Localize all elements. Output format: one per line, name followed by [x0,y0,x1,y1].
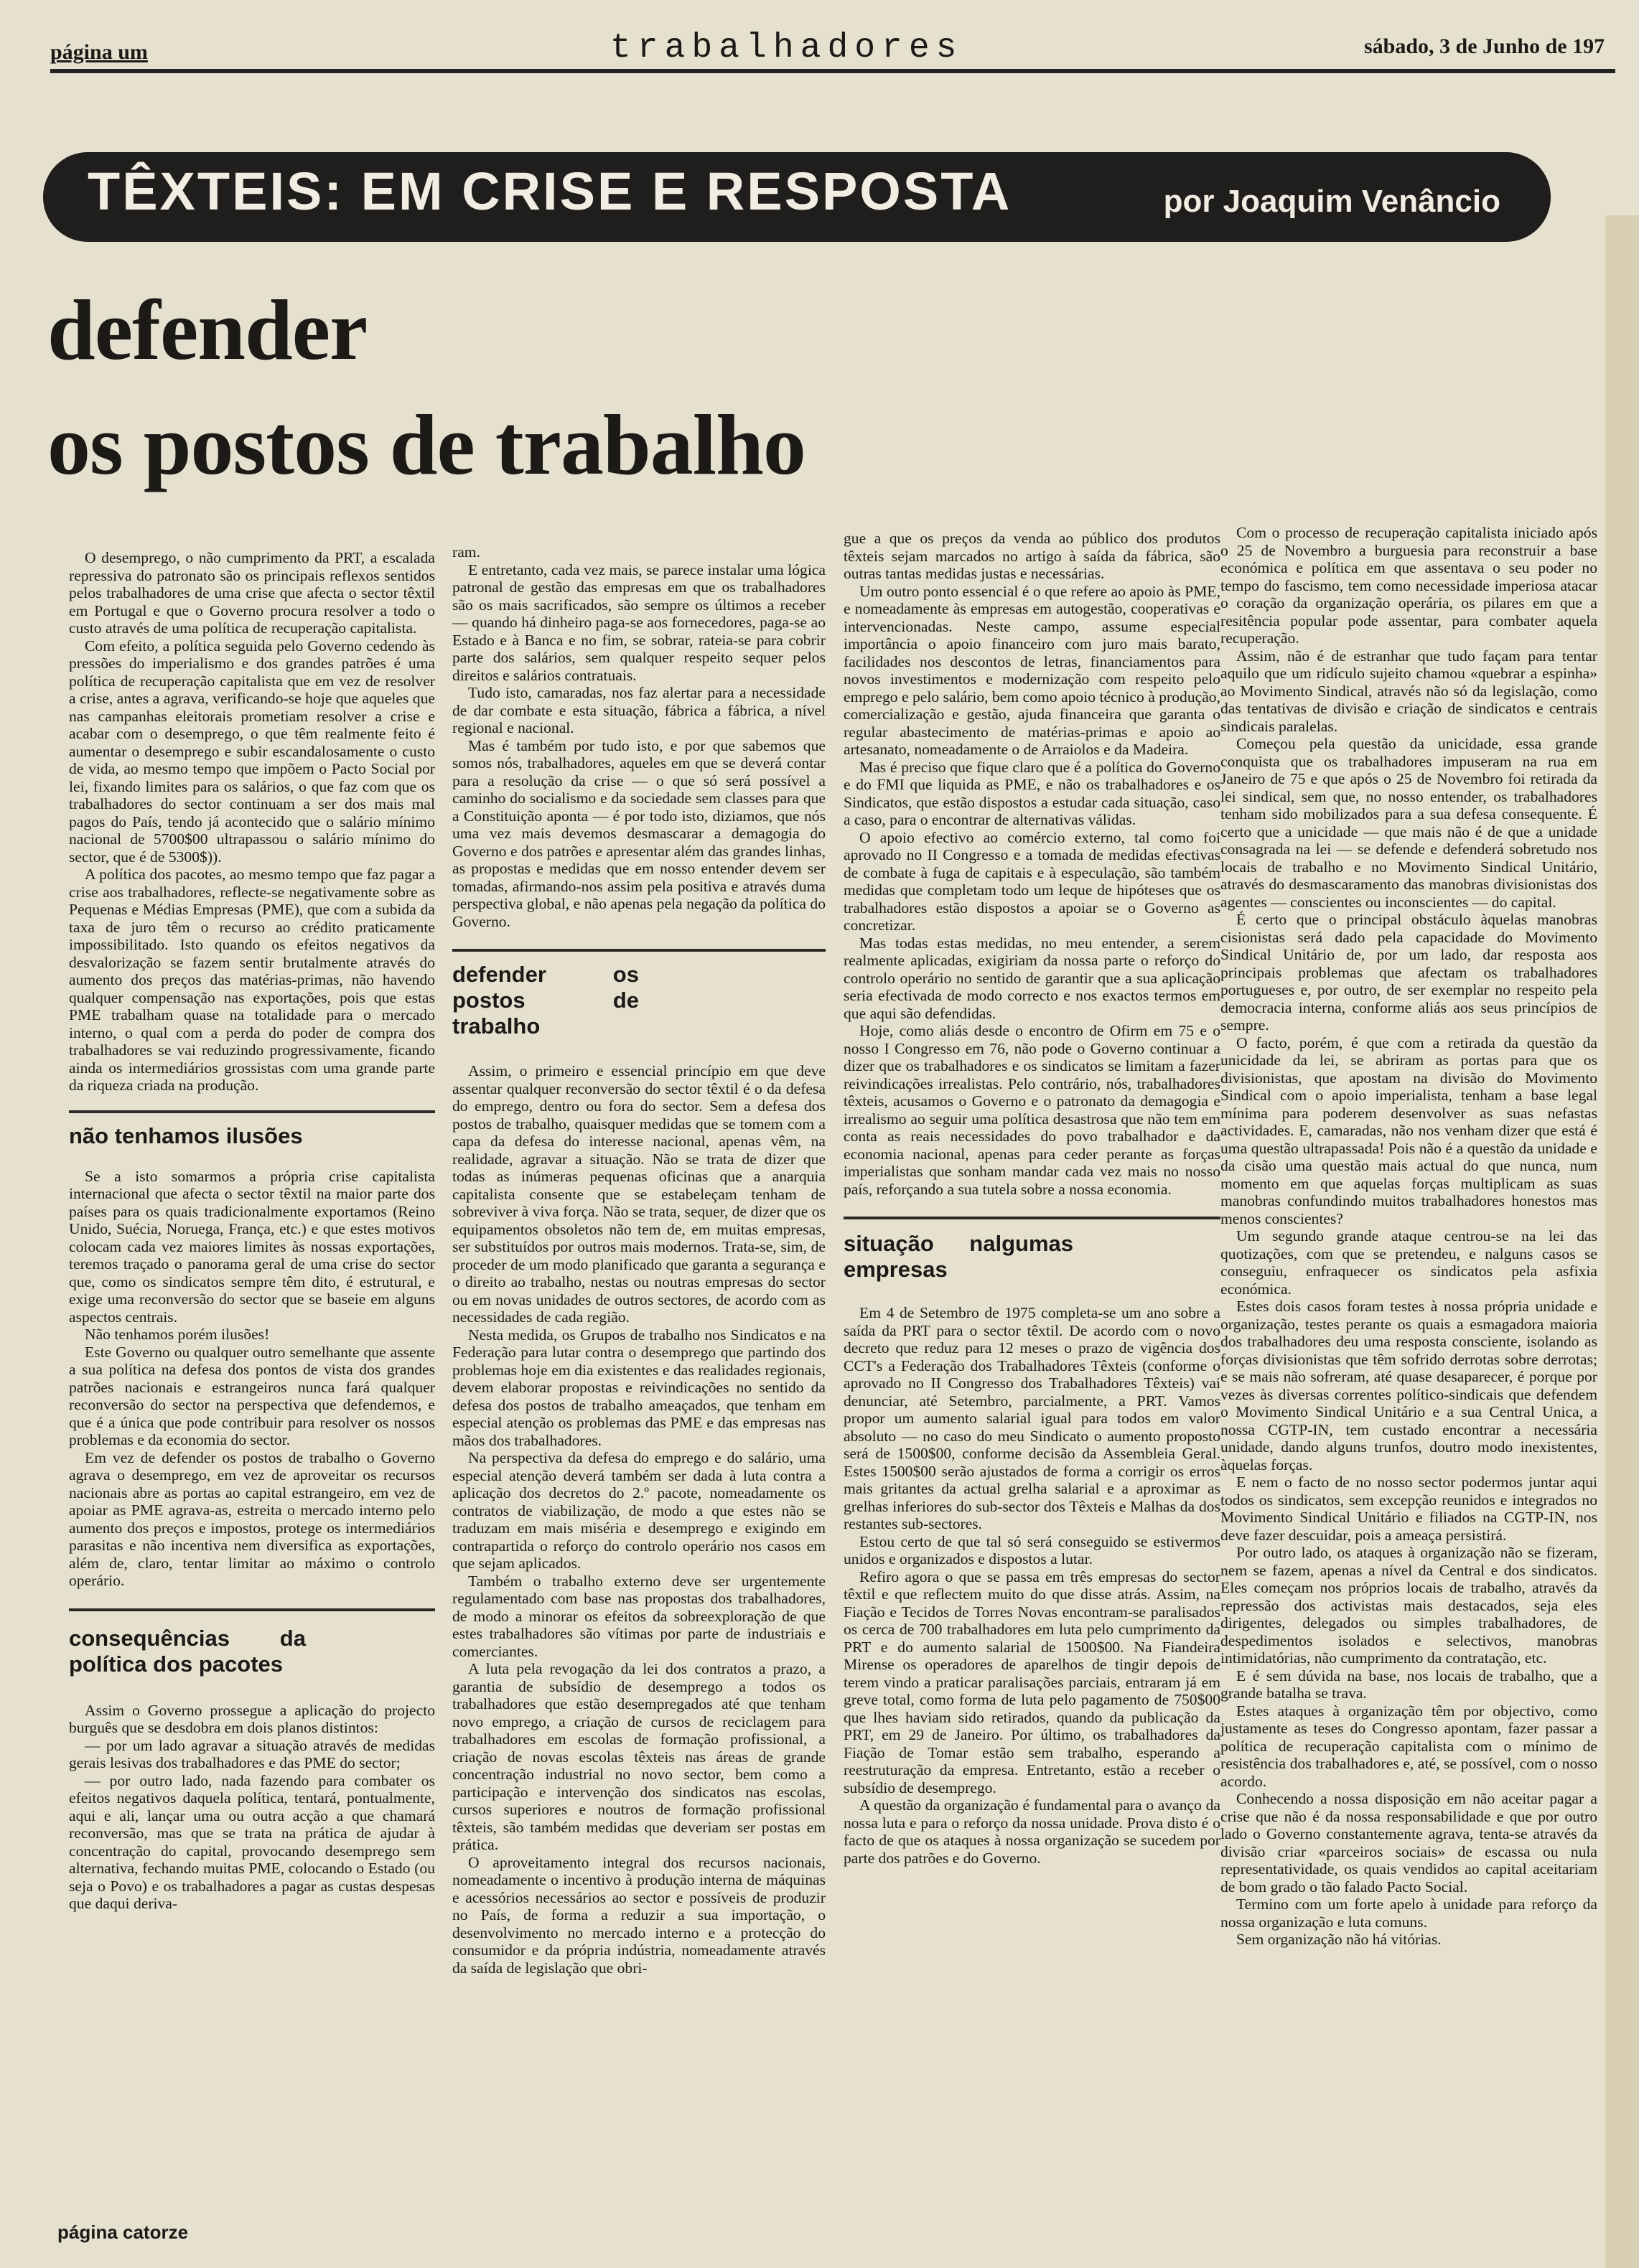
article-column-1 [69,549,435,1913]
paragraph: Com efeito, a política seguida pelo Governo cedendo às pressões do imperialismo e dos grandes patrões é uma política de recuperação capitalista que em vez de resolver a crise, antes a agrava, verificando-se hoje que aqueles que nas campanhas eleitorais prometiam resolver a crise e acabar com o desemprego, o que têm realmente feito é aumentar o desemprego e subir escandalosamente o custo de vida, ao mesmo tempo que impõem o Pacto Social por lei, fixando limites para os salários, o que faz com que os trabalhadores do sector continuam a ser dos mais mal pagos do País, tendo já acontecido que o salário mínimo nacional de 5700$00 ultrapassou o salário mínimo do sector, que é de 5300$)). [69,637,435,866]
paragraph: Tudo isto, camaradas, nos faz alertar para a necessidade de dar combate e esta situação, fábrica a fábrica, a nível regional e nacional. [452,684,826,736]
paragraph: A política dos pacotes, ao mesmo tempo que faz pagar a crise aos trabalhadores, reflecte-se negativamente sobre as Pequenas e Médias Empresas (PME), que com a subida da taxa de juro têm o recurso ao crédito praticamente impossibilitado. Isto quando os efeitos negativos da desvalorização se fazem sentir brutalmente através do aumento dos preços das matérias-primas, não havendo qualquer compensação nas exportações, pois que estas PME trabalham quase na totalidade para o mercado interno, o qual com a perda do poder de compra dos trabalhadores se vai reduzindo progressivamente, ficando ainda os intermediários grossistas com uma grande parte da riqueza criada na produção. [69,866,435,1094]
paragraph: ram. [452,543,480,561]
paragraph: A questão da organização é fundamental para o avanço da nossa luta e para o reforço da nossa unidade. Prova disto é o facto de que os ataques à nossa organização se sucedem por parte dos patrões e do Governo. [844,1796,1220,1867]
article-headline [47,273,806,502]
paragraph: Este Governo ou qualquer outro semelhante que assente a sua política na defesa dos pontos de vista dos grandes patrões nacionais e estrangeiros nunca fará qualquer reconversão do sector na perspectiva que defendemos, e que é a única que pode contribuir para resolver os nossos problemas e da economia do sector. [69,1343,435,1448]
headline-line-1: defender [47,282,368,378]
section-rule [452,949,826,952]
newspaper-title: trabalhadores [610,29,963,67]
paragraph: O apoio efectivo ao comércio externo, tal como foi aprovado no II Congresso e a tomada de medidas efectivas de combate à fuga de capitais e à especulação, são também medidas que completam todo um leque de hipóteses que os trabalhadores estão dispostos a apoiar se o Governo as concretizar. [844,828,1220,934]
paragraph: Também o trabalho externo deve ser urgentemente regulamentado com base nas propostas dos trabalhadores, de modo a minorar os efeitos da sobreexploração de que estes trabalhadores são vítimas por parte de industriais e comerciantes. [452,1572,826,1660]
article-column-3 [844,530,1220,1867]
paragraph: Termino com um forte apelo à unidade para reforço da nossa organização e luta comuns. [1220,1896,1597,1931]
paragraph: O desemprego, o não cumprimento da PRT, a escalada repressiva do patronato são os principais reflexos sentidos pelos trabalhadores de uma crise que afecta o sector têxtil em Portugal e que o Governo procura resolver a todo o custo através de uma política de recuperação capitalista. [69,549,435,637]
paragraph: Assim, o primeiro e essencial princípio em que deve assentar qualquer reconversão do sector têxtil é o da defesa do emprego, dentro ou fora do sector. Sem a defesa dos postos de trabalho, quaisquer medidas que se tomem com a capa da defesa do interesse nacional, apenas vêm, na realidade, agravar a situação. Não se trata de dizer que todas as inúmeras pequenas oficinas que a anarquia capitalista consente que se estabeleçam tenham de sobreviver à viva força. Não se trata, sequer, de dizer que os equipamentos obsoletos não tem de, em muitas empresas, ser substituídos por outros mais modernos. Trata-se, sim, de proceder de um modo planificado que garanta a segurança e o direito ao trabalho, nestas ou noutras empresas do sector ou em novas unidades de outros sectores, de acordo com as necessidades de cada região. [452,1062,826,1326]
paragraph: Nesta medida, os Grupos de trabalho nos Sindicatos e na Federação para lutar contra o desemprego que partindo dos problemas hoje em dia existentes e das realidades regionais, devem elaborar propostas e reivindicações no sentido da defesa dos postos de trabalho ameaçados, que tenham em especial atenção os problemas das PME e das empresas nas mãos dos trabalhadores. [452,1326,826,1449]
paragraph: Um outro ponto essencial é o que refere ao apoio às PME, e nomeadamente às empresas em autogestão, cooperativas e intervencionadas. Neste campo, assume especial importância o apoio financeiro com juro mais barato, facilidades nos descontos de letras, financiamentos para novos investimentos e modernização com respeito pelo emprego e pelo salário, bem como apoio técnico à produção, comercialização e gestão, ajuda financeira que garanta o regular abastecimento de matérias-primas e apoio ao artesanato, nomeadamente o de Arraiolos e da Madeira. [844,582,1220,758]
banner-title: TÊXTEIS: EM CRISE E RESPOSTA [88,161,1012,221]
article-column-2 [452,543,826,1977]
section-rule [69,1608,435,1611]
paragraph: Com o processo de recuperação capitalista iniciado após o 25 de Novembro a burguesia para reconstruir a base económica e política em que assentava o seu poder no tempo do fascismo, tem como necessidade imperiosa atacar o coração da organização operária, os pilares em que a resitência popular pode assentar, para combater aquela recuperação. [1220,524,1597,647]
headline-line-2: os postos de trabalho [47,397,806,492]
section-heading: defender os postos de trabalho [452,962,639,1039]
footer-page-label: página catorze [57,2221,189,2243]
paragraph: Mas todas estas medidas, no meu entender, a serem realmente aplicadas, exigiriam da nossa parte o reforço do controlo operário no sentido de garantir que a sua aplicação seria efectivada de modo correcto e nos exactos termos em que aqui são defendidas. [844,934,1220,1022]
paragraph: E nem o facto de no nosso sector podermos juntar aqui todos os sindicatos, sem excepção reunidos e integrados no Movimento Sindical Unitário e filiados na CGTP-IN, nos deve fazer descuidar, pois a ameaça persistirá. [1220,1473,1597,1544]
paragraph: Sem organização não há vitórias. [1236,1931,1442,1948]
paragraph: Não tenhamos porém ilusões! [85,1326,270,1343]
section-rule [69,1110,435,1113]
section-banner [43,152,1551,242]
paragraph: Um segundo grande ataque centrou-se na lei das quotizações, com que se pretendeu, e nalguns casos se conseguiu, enfraquecer os sindicatos pela asfixia económica. [1220,1227,1597,1298]
paragraph: Se a isto somarmos a própria crise capitalista internacional que afecta o sector têxtil na maior parte dos países para os quais tradicionalmente exportamos (Reino Unido, Suécia, Noruega, França, etc.) e que estes motivos colocam cada vez maiores limites às nossas exportações, teremos traçado o panorama geral de uma crise do sector que, como os sindicatos sempre têm dito, é estrutural, e exige uma reconversão do sector que se baseie em alguns aspectos centrais. [69,1167,435,1326]
issue-date: sábado, 3 de Junho de 197 [1364,34,1605,58]
section-heading: não tenhamos ilusões [69,1123,303,1148]
paragraph: Em 4 de Setembro de 1975 completa-se um ano sobre a saída da PRT para o sector têxtil. De acordo com o novo decreto que reduz para 12 meses o prazo de vigência dos CCT's a Federação dos Trabalhadores Têxteis (conforme o aprovado no II Congresso dos Trabalhadores Têxteis) vai denunciar, até Setembro, parcialmente, a PRT. Vamos propor um aumento salarial igual para todos em valor absoluto — no caso do meu Sindicato o aumento proposto será de 1500$00, conforme decisão da Assembleia Geral. Estes 1500$00 serão ajustados de forma a corrigir os erros mais gritantes da actual grelha salarial e a aproximar as grelhas inferiores do sub-sector dos Têxteis e Malhas da dos restantes sub-sectores. [844,1304,1220,1532]
paragraph: O facto, porém, é que com a retirada da questão da unicidade da lei, se abriram as portas para que os divisionistas, que apostam na divisão do Movimento Sindical com o apoio imperialista, tenham a base legal mínima para poderem desenvolver as suas nefastas actividades. E, camaradas, não nos venham dizer que está é uma questão ultrapassada! Pois não é a questão da unidade e da cisão uma questão mais actual do que nunca, num momento em que aquelas forças multiplicam as suas manobras confundindo muitos trabalhadores honestos mas menos conscientes? [1220,1034,1597,1227]
paragraph: Estou certo de que tal só será conseguido se estivermos unidos e organizados e dispostos a lutar. [844,1532,1220,1568]
paragraph: Em vez de defender os postos de trabalho o Governo agrava o desemprego, em vez de aproveitar os recursos nacionais abre as portas ao capital estrangeiro, em vez de apoiar as PME agrava-as, estreita o mercado interno pelo aumento dos preços e impostos, protege os intermediários parasitas e não incentiva nem diversifica as exportações, além de, claro, tentar limitar ao máximo o controlo operário. [69,1448,435,1589]
paragraph: Estes ataques à organização têm por objectivo, como justamente as teses do Congresso apontam, fazer passar a política de recuperação capitalista com o mínimo de resistência dos trabalhadores e, até, se possível, com o nosso acordo. [1220,1702,1597,1790]
paragraph: É certo que o principal obstáculo àquelas manobras cisionistas será dado pela capacidade do Movimento Sindical Unitário de, por um lado, dar resposta aos principais problemas que afectam os trabalhadores portugueses e, por outro, de ser exemplar no respeito pela democracia interna, conforme aliás aos seus princípios de sempre. [1220,911,1597,1034]
page-edge [1605,215,1639,2268]
paragraph: Mas é também por tudo isto, e por que sabemos que somos nós, trabalhadores, aqueles em que se deverá contar para a resolução da crise — o que só será possível a caminho do socialismo e da sociedade sem classes para que a Constituição aponta — é por todo isto, diziamos, que nós uma vez mais devemos desmascarar a demagogia do Governo e dos patrões e apresentar além das grandes linhas, as propostas e medidas que em nosso entender devem ser tomadas, afirmando-nos assim pela positiva e através duma perspectiva global, e não apenas pela negação da política do Governo. [452,736,826,930]
paragraph: Mas é preciso que fique claro que é a política do Governo e do FMI que liquida as PME, e não os trabalhadores e os Sindicatos, que estão dispostos a estudar cada situação, caso a caso, para o encontrar de alternativas válidas. [844,758,1220,828]
paragraph: E é sem dúvida na base, nos locais de trabalho, que a grande batalha se trava. [1220,1667,1597,1702]
paragraph: O aproveitamento integral dos recursos nacionais, nomeadamente o incentivo à produção interna de máquinas e acessórios necessários ao sector e possíveis de produzir no País, de forma a reduzir a sua importação, o desenvolvimento no mercado interno e a protecção do consumidor e da própria indústria, nomeadamente através da saída de legislação que obri- [452,1853,826,1977]
article-column-4 [1220,524,1597,1949]
paragraph: Conhecendo a nossa disposição em não aceitar pagar a crise que não é da nossa responsabilidade e que por outro lado o Governo constantemente agrava, tenta-se através da divisão criar «parceiros sociais» de escassa ou nula representatividade, os quais vendidos ao capital aceitariam de bom grado o tão falado Pacto Social. [1220,1790,1597,1896]
paragraph: — por um lado agravar a situação através de medidas gerais lesivas dos trabalhadores e das PME do sector; [69,1736,435,1771]
byline: por Joaquim Venâncio [1163,184,1500,219]
section-heading: consequências da política dos pacotes [69,1625,306,1677]
paragraph: — por outro lado, nada fazendo para combater os efeitos negativos daquela política, tentará, pontualmente, aqui e ali, lançar uma ou outra acção a que chamará reconversão, mas que se trata na prática de ajudar à concentração do capital, provocando desemprego sem alternativa, fechando muitas PME, colocando o Estado (ou seja o Povo) e os trabalhadores a pagar as custas despesas que daqui deriva- [69,1771,435,1912]
paragraph: Na perspectiva da defesa do emprego e do salário, uma especial atenção deverá também ser dada à luta contra a aplicação dos decretos do 2.º pacote, nomeadamente os contratos de viabilização, de modo a que estes não se traduzam em mais miséria e desemprego e exigindo em contrapartida o reforço do controlo operário nos casos em que sejam aplicados. [452,1449,826,1572]
paragraph: Hoje, como aliás desde o encontro de Ofirm em 75 e o nosso I Congresso em 76, não pode o Governo continuar a dizer que os trabalhadores e os sindicatos se limitam a fazer reivindicações irrealistas. Pelo contrário, nós, trabalhadores têxteis, acusamos o Governo e o patronato da demagogia e irrealismo ao seguir uma política desastrosa que não tem em conta as reais necessidades do povo trabalhador e da economia nacional, apenas para ceder perante as forças imperialistas que sonham mandar cada vez mais no nosso país, reforçando a sua tutela sobre a nossa economia. [844,1022,1220,1198]
page-number-label: página um [50,40,148,64]
section-heading: situação nalgumas empresas [844,1231,1073,1282]
paragraph: A luta pela revogação da lei dos contratos a prazo, a garantia de subsídio de desemprego a todos os trabalhadores que estão desempregados até que tenham novo emprego, a criação de cursos de reciclagem para trabalhadores em escolas de formação profissional, a criação de novas escolas têxteis nas áreas de grande concentração industrial no novo sector, bem como a participação e intervenção dos sindicatos nas escolas, cursos superiores e noutros de formação profissional têxteis, são também medidas que deveriam ser postas em prática. [452,1660,826,1853]
section-rule [844,1217,1220,1219]
paragraph: Por outro lado, os ataques à organização não se fizeram, nem se fazem, apenas a nível da Central e dos sindicatos. Eles começam nos próprios locais de trabalho, através da repressão dos activistas mais destacados, seja eles dirigentes, delegados ou simples trabalhadores, de despedimentos isolados e selectivos, manobras intimidatórias, não cumprimento da contratação, etc. [1220,1544,1597,1667]
masthead-rule [50,69,1615,73]
paragraph: Assim, não é de estranhar que tudo façam para tentar aquilo que um ridículo sujeito chamou «quebrar a espinha» ao Movimento Sindical, através não só da legislação, como das tentativas de divisão e criação de sindicatos e centrais sindicais paralelas. [1220,647,1597,735]
paragraph: Assim o Governo prossegue a aplicação do projecto burguês que se desdobra em dois planos distintos: [69,1701,435,1736]
paragraph: Começou pela questão da unicidade, essa grande conquista que os trabalhadores impuseram na rua em Janeiro de 75 e que após o 25 de Novembro foi retirada da lei sindical, sem que, no nosso entender, os trabalhadores tenham sido mobilizados para a sua defesa consequente. É certo que a unicidade — que mais não é de que a unidade consagrada na lei — se defende e defenderá sobretudo nos locais de trabalho e no Movimento Sindical Unitário, através do desmascaramento das manobras divisionistas dos agentes — conscientes ou inconscientes — do capital. [1220,735,1597,911]
paragraph: Estes dois casos foram testes à nossa própria unidade e organização, testes perante os quais a esmagadora maioria dos trabalhadores deu uma resposta consciente, isolando as forças divisionistas que têm sofrido derrotas sobre derrotas; e se mais não sofreram, até quase desaparecer, é porque por vezes às diversas correntes político-sindicais que defendem o Movimento Sindical Unitário e a sua Central Unica, a nossa CGTP-IN, tem custado encontrar a necessária unidade, dando alguns trunfos, doutro modo inexistentes, àquelas forças. [1220,1298,1597,1473]
paragraph: Refiro agora o que se passa em três empresas do sector têxtil e que reflectem muito do que disse atrás. Assim, na Fiação e Tecidos de Torres Novas encontram-se paralisados os cerca de 700 trabalhadores em luta pelo cumprimento da PRT e do aumento salarial de 1500$00. Na Fiandeira Mirense os operadores de aparelhos de tingir depois de terem vindo a praticar paralisações parciais, entraram já em greve total, como forma de luta pelo pagamento de 750$00 que lhes haviam sido retirados, quando da publicação da PRT, em 29 de Janeiro. Por último, os trabalhadores da Fiação de Tomar estão sem trabalho, esperando a reestruturação da empresa. Entretanto, estão a receber o subsídio de desemprego. [844,1568,1220,1796]
paragraph: E entretanto, cada vez mais, se parece instalar uma lógica patronal de gestão das empresas em que os trabalhadores são os mais sacrificados, são sempre os últimos a receber — quando há dinheiro paga-se aos fornecedores, paga-se ao Estado e à Banca e no fim, se sobrar, rateia-se para cobrir parte dos salários, sem qualquer respeito sequer pelos direitos e salários contratuais. [452,561,826,684]
paragraph: gue a que os preços da venda ao público dos produtos têxteis sejam marcados no artigo à saída da fábrica, são outras tantas medidas justas e necessárias. [844,530,1220,582]
